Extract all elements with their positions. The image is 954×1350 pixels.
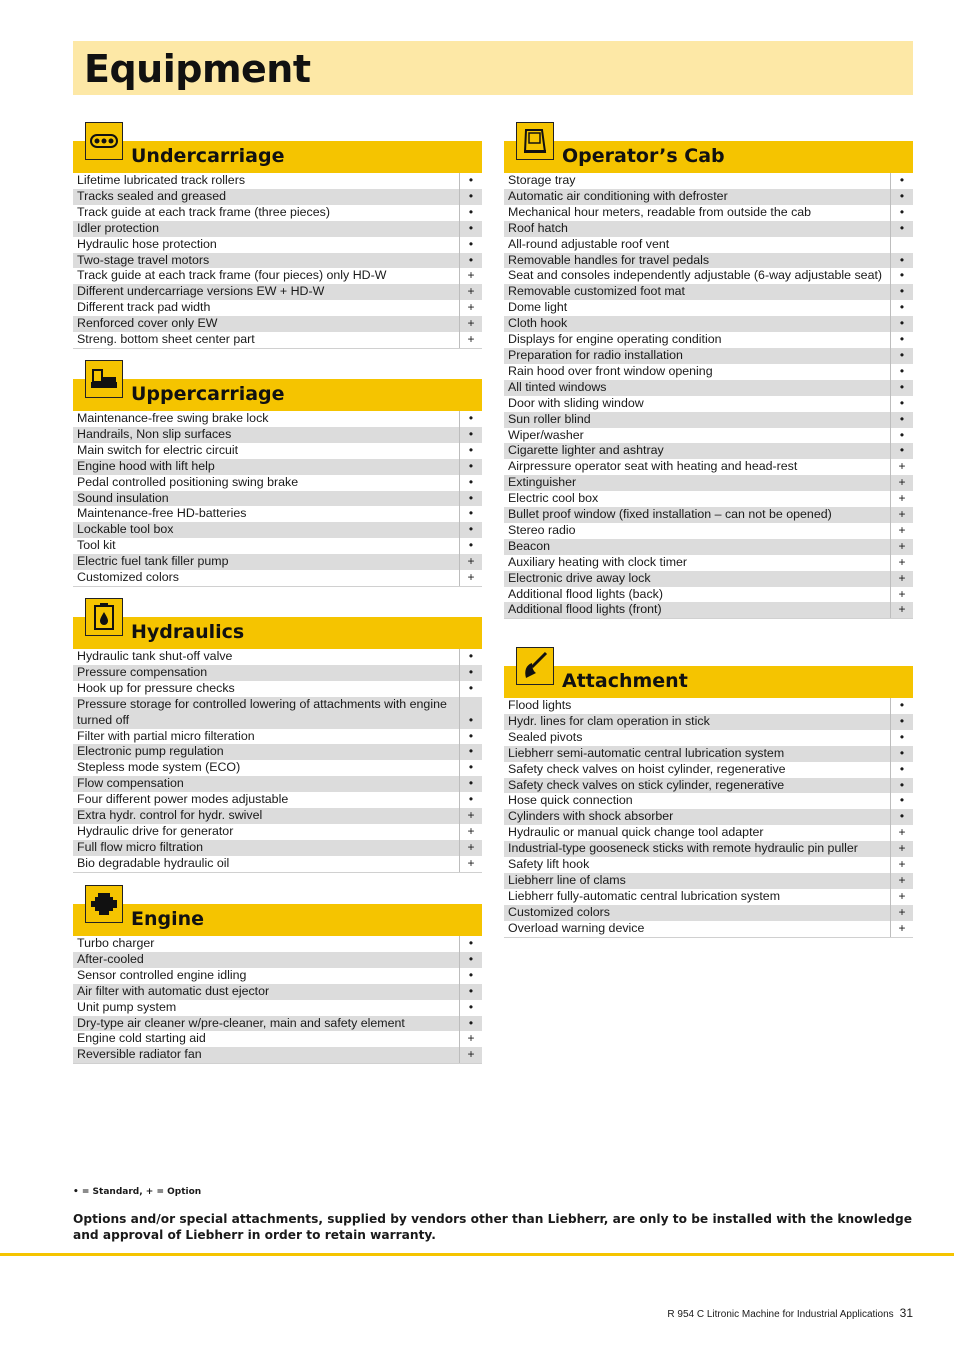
item-availability-mark: • [459, 760, 482, 776]
item-availability-mark: • [459, 952, 482, 968]
item-label: Unit pump system [77, 999, 177, 1014]
list-item [504, 809, 913, 825]
item-availability-mark: • [459, 443, 482, 459]
list-item [73, 570, 482, 586]
item-label: Idler protection [77, 220, 159, 235]
item-label: Electric fuel tank filler pump [77, 554, 229, 569]
item-label: Pedal controlled positioning swing brake [77, 474, 299, 489]
item-label: Hook up for pressure checks [77, 680, 235, 695]
list-item [504, 332, 913, 348]
item-label: Safety check valves on stick cylinder, regenerative [508, 777, 785, 792]
list-item [504, 364, 913, 380]
item-availability-mark: • [459, 776, 482, 792]
item-label: Maintenance-free HD-batteries [77, 506, 247, 521]
item-availability-mark: • [459, 205, 482, 221]
list-item [504, 507, 913, 523]
item-label: Stepless mode system (ECO) [77, 760, 241, 775]
item-availability-mark: • [890, 364, 913, 380]
footer-divider [0, 1253, 954, 1256]
item-label: Track guide at each track frame (four pieces) only HD-W [77, 268, 387, 283]
item-label: Liebherr semi-automatic central lubrication system [508, 745, 785, 760]
item-availability-mark [890, 237, 913, 253]
item-availability-mark: • [459, 681, 482, 697]
item-label: Safety check valves on hoist cylinder, regenerative [508, 761, 786, 776]
list-item [504, 587, 913, 603]
item-label: Sealed pivots [508, 729, 583, 744]
section-hydraulics [73, 599, 482, 873]
item-label: Extinguisher [508, 475, 577, 490]
item-availability-mark: • [890, 253, 913, 269]
section-header [73, 904, 482, 936]
item-label: Cylinders with shock absorber [508, 809, 674, 824]
list-item [73, 1047, 482, 1063]
list-item [504, 459, 913, 475]
item-availability-mark: • [459, 411, 482, 427]
list-item [73, 760, 482, 776]
list-item [504, 793, 913, 809]
item-availability-mark: • [459, 665, 482, 681]
item-availability-mark: + [890, 523, 913, 539]
item-label: Engine hood with lift help [77, 458, 215, 473]
list-item [73, 316, 482, 332]
item-availability-mark: • [459, 221, 482, 237]
item-availability-mark: + [890, 873, 913, 889]
item-availability-mark: • [890, 443, 913, 459]
list-item [504, 921, 913, 937]
item-availability-mark: • [459, 475, 482, 491]
item-label: Renforced cover only EW [77, 316, 218, 331]
section-header [73, 379, 482, 411]
item-availability-mark: • [459, 237, 482, 253]
page-title-bar [73, 41, 913, 95]
item-availability-mark: • [890, 380, 913, 396]
item-label: Electronic pump regulation [77, 744, 224, 759]
item-label: Door with sliding window [508, 395, 644, 410]
cab-icon [516, 122, 554, 160]
list-item [73, 443, 482, 459]
item-availability-mark: • [890, 412, 913, 428]
item-label: Hydraulic hose protection [77, 236, 217, 251]
item-availability-mark: + [890, 507, 913, 523]
item-availability-mark: + [890, 905, 913, 921]
section-header [73, 617, 482, 649]
item-availability-mark: + [890, 921, 913, 937]
item-availability-mark: + [890, 555, 913, 571]
list-item [73, 744, 482, 760]
item-availability-mark: + [459, 268, 482, 284]
list-item [73, 792, 482, 808]
item-label: Roof hatch [508, 220, 568, 235]
item-availability-mark: • [890, 221, 913, 237]
list-item [73, 984, 482, 1000]
item-label: Sensor controlled engine idling [77, 967, 247, 982]
item-availability-mark: • [459, 1016, 482, 1032]
equipment-list [504, 698, 913, 938]
item-availability-mark: • [459, 173, 482, 189]
item-availability-mark: • [459, 744, 482, 760]
list-item [73, 729, 482, 745]
item-label: Flood lights [508, 698, 572, 712]
list-item [504, 539, 913, 555]
section-uppercarriage [73, 361, 482, 587]
item-label: Stereo radio [508, 522, 576, 537]
list-item [504, 778, 913, 794]
item-label: Two-stage travel motors [77, 252, 210, 267]
item-availability-mark: • [890, 778, 913, 794]
item-label: Removable customized foot mat [508, 284, 685, 299]
item-label: Automatic air conditioning with defroster [508, 188, 728, 203]
list-item [73, 284, 482, 300]
list-item [504, 602, 913, 618]
item-label: Safety lift hook [508, 857, 590, 872]
item-label: Flow compensation [77, 776, 184, 791]
item-availability-mark: + [890, 889, 913, 905]
item-availability-mark: • [890, 189, 913, 205]
section-undercarriage [73, 123, 482, 349]
list-item [73, 936, 482, 952]
item-availability-mark: • [459, 522, 482, 538]
list-item [73, 649, 482, 665]
list-item [73, 221, 482, 237]
list-item [73, 189, 482, 205]
item-label: Preparation for radio installation [508, 347, 683, 362]
item-label: Removable handles for travel pedals [508, 252, 710, 267]
item-label: Storage tray [508, 173, 576, 187]
item-label: Handrails, Non slip surfaces [77, 426, 232, 441]
item-label: Cloth hook [508, 316, 568, 331]
item-availability-mark: + [459, 300, 482, 316]
item-availability-mark: + [459, 554, 482, 570]
list-item [504, 205, 913, 221]
item-label: Reversible radiator fan [77, 1047, 202, 1062]
item-label: Extra hydr. control for hydr. swivel [77, 808, 263, 823]
list-item [73, 491, 482, 507]
item-availability-mark: + [459, 1047, 482, 1063]
list-item [73, 665, 482, 681]
item-availability-mark: • [890, 730, 913, 746]
list-item [504, 253, 913, 269]
item-availability-mark: • [890, 428, 913, 444]
list-item [504, 873, 913, 889]
equipment-list [73, 936, 482, 1064]
bucket-icon [516, 647, 554, 685]
list-item [504, 762, 913, 778]
item-label: Full flow micro filtration [77, 839, 203, 854]
item-availability-mark: • [890, 205, 913, 221]
item-label: Liebherr fully-automatic central lubrication system [508, 888, 781, 903]
list-item [504, 841, 913, 857]
item-label: Customized colors [77, 570, 179, 585]
list-item [504, 396, 913, 412]
list-item [73, 475, 482, 491]
legend: • = Standard, + = Option [73, 1187, 202, 1197]
item-label: Seat and consoles independently adjustable (6-way adjustable seat) [508, 268, 883, 283]
list-item [504, 189, 913, 205]
item-availability-mark: + [459, 316, 482, 332]
list-item [73, 300, 482, 316]
item-label: Mechanical hour meters, readable from outside the cab [508, 204, 812, 219]
item-availability-mark: + [459, 1031, 482, 1047]
item-label: Pressure compensation [77, 664, 208, 679]
item-availability-mark: • [459, 984, 482, 1000]
list-item [504, 173, 913, 189]
item-availability-mark: + [459, 284, 482, 300]
item-label: Engine cold starting aid [77, 1031, 206, 1046]
list-item [73, 205, 482, 221]
item-label: Bio degradable hydraulic oil [77, 855, 230, 870]
item-availability-mark: • [890, 348, 913, 364]
equipment-list [73, 649, 482, 873]
list-item [504, 443, 913, 459]
equipment-list [504, 173, 913, 619]
track-icon [85, 122, 123, 160]
item-availability-mark: + [890, 841, 913, 857]
item-label: Hose quick connection [508, 793, 633, 808]
item-availability-mark: + [890, 491, 913, 507]
section-title: Hydraulics [131, 621, 245, 643]
list-item [504, 698, 913, 714]
item-availability-mark: • [890, 698, 913, 714]
item-availability-mark: + [459, 824, 482, 840]
item-availability-mark: • [890, 809, 913, 825]
item-label: Dome light [508, 300, 568, 315]
item-label: Air filter with automatic dust ejector [77, 983, 270, 998]
list-item [504, 221, 913, 237]
list-item [73, 538, 482, 554]
list-item [73, 824, 482, 840]
item-label: Hydraulic drive for generator [77, 823, 234, 838]
list-item [73, 1031, 482, 1047]
item-label: Electric cool box [508, 491, 599, 506]
list-item [504, 268, 913, 284]
item-label: Hydraulic or manual quick change tool adapter [508, 825, 764, 840]
section-header [73, 141, 482, 173]
item-availability-mark: • [890, 762, 913, 778]
item-availability-mark: • [459, 506, 482, 522]
list-item [504, 905, 913, 921]
item-availability-mark: • [890, 714, 913, 730]
list-item [504, 571, 913, 587]
engine-icon [85, 885, 123, 923]
list-item [73, 522, 482, 538]
item-availability-mark: • [459, 792, 482, 808]
item-label: Lifetime lubricated track rollers [77, 173, 246, 187]
item-label: Auxiliary heating with clock timer [508, 554, 688, 569]
item-label: After-cooled [77, 951, 144, 966]
list-item [504, 428, 913, 444]
item-label: Main switch for electric circuit [77, 442, 239, 457]
item-availability-mark: • [459, 459, 482, 475]
list-item [73, 968, 482, 984]
item-availability-mark: + [890, 602, 913, 618]
list-item [73, 1016, 482, 1032]
list-item [73, 332, 482, 348]
item-availability-mark: • [890, 268, 913, 284]
item-label: Industrial-type gooseneck sticks with remote hydraulic pin puller [508, 841, 858, 856]
item-label: Different undercarriage versions EW + HD-W [77, 284, 325, 299]
document-title: R 954 C Litronic Machine for Industrial Applications [667, 1309, 894, 1320]
item-availability-mark: • [459, 253, 482, 269]
item-label: Customized colors [508, 904, 610, 919]
list-item [504, 857, 913, 873]
item-availability-mark: + [890, 857, 913, 873]
item-availability-mark: • [459, 1000, 482, 1016]
item-availability-mark: • [459, 491, 482, 507]
item-availability-mark: + [459, 840, 482, 856]
item-availability-mark: + [890, 539, 913, 555]
item-label: Hydraulic tank shut-off valve [77, 649, 233, 663]
list-item [504, 412, 913, 428]
item-availability-mark: • [890, 396, 913, 412]
item-label: All-round adjustable roof vent [508, 236, 670, 251]
item-availability-mark: + [890, 571, 913, 587]
section-title: Engine [131, 908, 205, 930]
item-label: Rain hood over front window opening [508, 363, 713, 378]
list-item [73, 554, 482, 570]
item-availability-mark: • [459, 189, 482, 205]
item-label: Liebherr line of clams [508, 872, 626, 887]
item-label: Different track pad width [77, 300, 211, 315]
section-header [504, 141, 913, 173]
list-item [504, 316, 913, 332]
section-title: Operator’s Cab [562, 145, 725, 167]
list-item [73, 506, 482, 522]
list-item [73, 459, 482, 475]
section-engine [73, 886, 482, 1064]
item-availability-mark: • [459, 538, 482, 554]
section-header [504, 666, 913, 698]
item-label: Beacon [508, 538, 551, 553]
list-item [73, 952, 482, 968]
section-title: Undercarriage [131, 145, 285, 167]
item-label: Tool kit [77, 538, 116, 553]
item-label: Additional flood lights (back) [508, 586, 663, 601]
list-item [504, 475, 913, 491]
item-label: Sun roller blind [508, 411, 591, 426]
item-availability-mark: + [459, 332, 482, 348]
list-item [73, 808, 482, 824]
item-availability-mark: • [890, 793, 913, 809]
item-availability-mark: • [459, 649, 482, 665]
item-label: Track guide at each track frame (three pieces) [77, 204, 330, 219]
section-title: Uppercarriage [131, 383, 285, 405]
list-item [73, 411, 482, 427]
list-item [504, 825, 913, 841]
item-label: Lockable tool box [77, 522, 174, 537]
uppercarriage-icon [85, 360, 123, 398]
item-availability-mark: • [890, 746, 913, 762]
item-label: Tracks sealed and greased [77, 188, 227, 203]
list-item [73, 173, 482, 189]
equipment-list [73, 173, 482, 349]
list-item [504, 889, 913, 905]
list-item [504, 714, 913, 730]
item-availability-mark: • [890, 300, 913, 316]
item-label: Electronic drive away lock [508, 570, 651, 585]
item-label: Dry-type air cleaner w/pre-cleaner, main and safety element [77, 1015, 405, 1030]
item-availability-mark: • [459, 729, 482, 745]
list-item [504, 491, 913, 507]
item-label: Overload warning device [508, 920, 645, 935]
list-item [73, 697, 482, 729]
item-label: Hydr. lines for clam operation in stick [508, 713, 710, 728]
list-item [504, 284, 913, 300]
item-label: Cigarette lighter and ashtray [508, 443, 664, 458]
page-number: 31 [899, 1306, 913, 1320]
item-label: Wiper/washer [508, 427, 584, 442]
item-label: Airpressure operator seat with heating and head-rest [508, 459, 798, 474]
item-availability-mark: • [890, 284, 913, 300]
warranty-notice: Options and/or special attachments, supplied by vendors other than Liebherr, are only to be installed with the knowledge and approval of Liebherr in order to retain warranty. [73, 1212, 912, 1242]
item-availability-mark: + [459, 856, 482, 872]
list-item [504, 730, 913, 746]
list-item [504, 746, 913, 762]
oil-tank-icon [85, 598, 123, 636]
item-availability-mark: • [890, 173, 913, 189]
list-item [504, 523, 913, 539]
item-availability-mark: • [459, 936, 482, 952]
list-item [504, 555, 913, 571]
item-label: Four different power modes adjustable [77, 792, 289, 807]
list-item [504, 348, 913, 364]
item-availability-mark: + [890, 587, 913, 603]
list-item [73, 776, 482, 792]
list-item [504, 380, 913, 396]
item-availability-mark: • [890, 316, 913, 332]
list-item [73, 268, 482, 284]
item-label: Additional flood lights (front) [508, 602, 662, 617]
item-availability-mark: + [890, 459, 913, 475]
item-label: Bullet proof window (fixed installation – can not be opened) [508, 507, 832, 522]
item-label: Filter with partial micro filteration [77, 728, 255, 743]
item-label: Maintenance-free swing brake lock [77, 411, 269, 425]
list-item [73, 1000, 482, 1016]
item-availability-mark: + [890, 475, 913, 491]
item-availability-mark: • [459, 697, 482, 729]
list-item [73, 681, 482, 697]
page-title: Equipment [84, 47, 311, 91]
list-item [73, 237, 482, 253]
item-label: All tinted windows [508, 379, 607, 394]
item-availability-mark: • [459, 968, 482, 984]
item-label: Displays for engine operating condition [508, 332, 722, 347]
item-availability-mark: + [459, 570, 482, 586]
item-availability-mark: • [890, 332, 913, 348]
equipment-list [73, 411, 482, 587]
item-label: Streng. bottom sheet center part [77, 332, 255, 347]
list-item [73, 840, 482, 856]
section-title: Attachment [562, 670, 688, 692]
item-availability-mark: + [890, 825, 913, 841]
item-label: Turbo charger [77, 936, 155, 950]
item-label: Sound insulation [77, 490, 169, 505]
item-availability-mark: • [459, 427, 482, 443]
item-label: Pressure storage for controlled lowering of attachments with engine turned off [77, 696, 447, 727]
list-item [504, 300, 913, 316]
section-operators-cab [504, 123, 913, 619]
list-item [73, 253, 482, 269]
page-footer [640, 1306, 913, 1320]
section-attachment [504, 648, 913, 938]
list-item [73, 856, 482, 872]
item-availability-mark: + [459, 808, 482, 824]
list-item [73, 427, 482, 443]
list-item [504, 237, 913, 253]
